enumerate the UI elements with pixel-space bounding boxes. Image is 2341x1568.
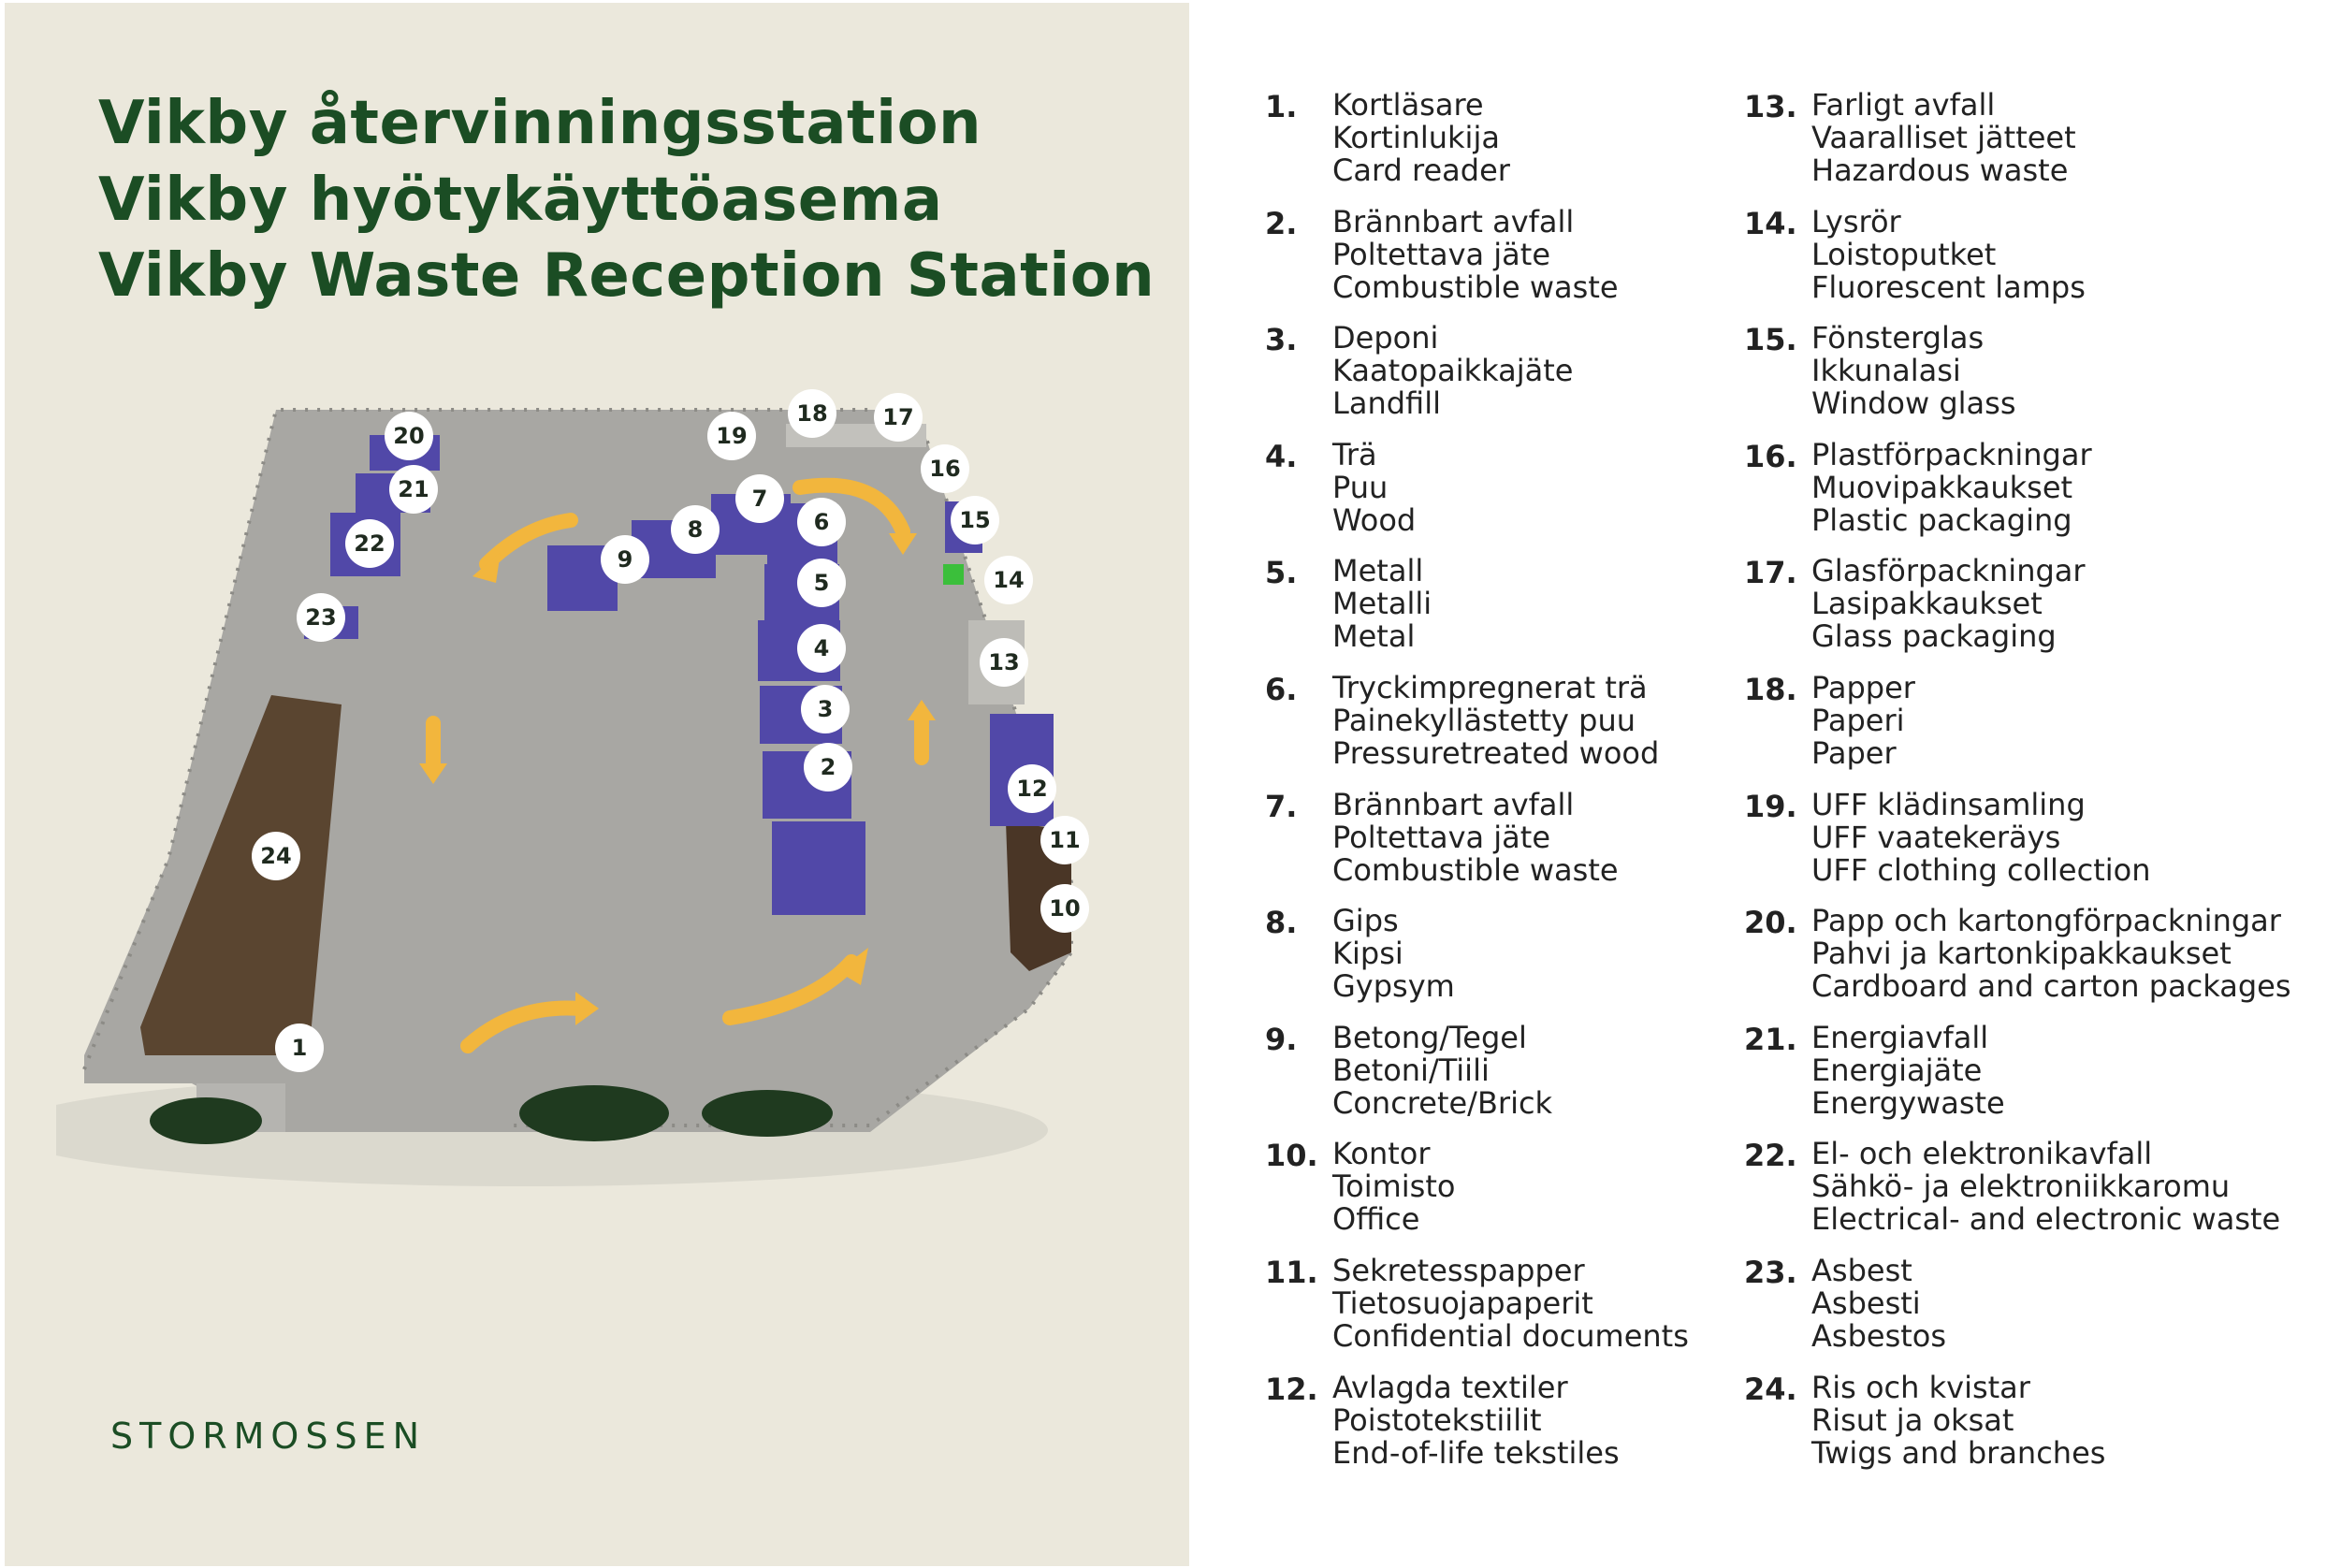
title-finnish: Vikby hyötykäyttöasema [98, 166, 943, 235]
legend-text [1332, 436, 1417, 538]
legend-english: Energywaste [1811, 1084, 2005, 1121]
legend-number: 14. [1744, 205, 1797, 241]
legend-finnish: Sähkö- ja elektroniikkaromu [1811, 1169, 2231, 1205]
map-marker-22 [345, 519, 394, 568]
legend-item [1265, 322, 1789, 439]
brand-logo: STORMOSSEN [110, 1416, 427, 1457]
legend-number: 1. [1265, 89, 1298, 124]
bush-left [150, 1097, 262, 1144]
legend-number: 2. [1265, 205, 1298, 241]
legend-number: 11. [1265, 1255, 1318, 1290]
map-marker-3 [801, 685, 850, 733]
legend-text [1811, 786, 2151, 888]
map-marker-7 [735, 474, 784, 523]
legend-finnish: Muovipakkaukset [1811, 469, 2073, 505]
legend-item [1744, 1369, 2268, 1488]
legend-english: Metal [1332, 618, 1416, 655]
legend-item [1265, 672, 1789, 789]
legend-text [1332, 1369, 1620, 1471]
legend-number: 4. [1265, 438, 1298, 474]
legend-finnish: Loistoputket [1811, 236, 1997, 272]
legend-swedish: Energiavfall [1811, 1019, 1989, 1055]
map-marker-15 [951, 496, 999, 544]
map-marker-label: 22 [354, 530, 385, 557]
legend-finnish: Risut ja oksat [1811, 1401, 2014, 1438]
legend-english: Landfill [1332, 385, 1441, 422]
legend-english: Gypsym [1332, 968, 1455, 1005]
legend-finnish: Kortinlukija [1332, 120, 1500, 155]
legend-english: Office [1332, 1201, 1420, 1238]
legend-finnish: Tietosuojapaperit [1332, 1285, 1593, 1321]
legend-item [1744, 436, 2268, 556]
legend-number: 19. [1744, 788, 1797, 824]
legend-item [1744, 1136, 2281, 1255]
map-marker-label: 7 [751, 486, 768, 512]
legend-finnish: Puu [1332, 469, 1389, 505]
legend-english: Paper [1811, 735, 1897, 771]
legend-number: 22. [1744, 1138, 1797, 1174]
map-marker-label: 4 [813, 635, 830, 661]
legend-text [1811, 672, 1915, 770]
legend-item [1744, 786, 2268, 906]
legend-item [1265, 786, 1789, 906]
legend-text [1332, 203, 1619, 305]
legend-text [1332, 786, 1619, 888]
map-marker-label: 15 [959, 507, 991, 533]
map-marker-4 [797, 624, 846, 673]
site-map [56, 372, 1113, 1252]
legend-item [1265, 905, 1789, 1022]
map-marker-label: 9 [617, 546, 633, 573]
map-marker-label: 1 [291, 1035, 308, 1061]
legend-number: 6. [1265, 672, 1298, 707]
legend-item [1744, 555, 2268, 672]
map-marker-label: 24 [260, 843, 292, 869]
map-marker-label: 8 [687, 516, 704, 543]
map-marker-8 [671, 505, 720, 554]
legend-english: End-of-life tekstiles [1332, 1434, 1620, 1471]
legend-english: Plastic packaging [1811, 501, 2072, 538]
legend-swedish: Papper [1811, 670, 1915, 705]
legend-swedish: Lysrör [1811, 203, 1901, 240]
map-marker-9 [601, 535, 649, 584]
legend-text [1811, 89, 2076, 187]
legend-text [1332, 322, 1573, 420]
legend-english: Electrical- and electronic waste [1811, 1201, 2281, 1238]
legend-english: Combustible waste [1332, 269, 1619, 305]
legend-number: 24. [1744, 1371, 1797, 1407]
legend-number: 12. [1265, 1371, 1318, 1407]
map-marker-17 [874, 393, 923, 442]
legend-item [1265, 203, 1789, 323]
legend-text [1811, 555, 2086, 653]
legend-number: 15. [1744, 322, 1797, 358]
legend-text [1332, 1019, 1553, 1121]
legend-finnish: Kipsi [1332, 936, 1403, 972]
legend-text [1332, 905, 1455, 1003]
legend-text [1811, 436, 2092, 538]
map-marker-label: 5 [813, 570, 830, 596]
legend-finnish: Asbesti [1811, 1285, 1921, 1321]
title-swedish: Vikby återvinningsstation [98, 89, 982, 158]
legend-swedish: Ris och kvistar [1811, 1369, 2030, 1405]
legend-text [1332, 555, 1432, 653]
legend-swedish: Asbest [1811, 1253, 1912, 1288]
legend-english: Cardboard and carton packages [1811, 968, 2291, 1005]
map-marker-2 [804, 743, 852, 791]
map-marker-label: 6 [813, 509, 830, 535]
map-marker-label: 14 [993, 567, 1025, 593]
legend-swedish: Papp och kartongförpackningar [1811, 903, 2281, 939]
bush-middle [519, 1085, 669, 1141]
legend-item [1265, 555, 1789, 672]
legend-finnish: Poistotekstiilit [1332, 1401, 1542, 1438]
legend-swedish: Fönsterglas [1811, 320, 1985, 356]
map-marker-21 [389, 465, 438, 514]
legend-finnish: Pahvi ja kartonkipakkaukset [1811, 936, 2232, 972]
legend-item [1265, 1019, 1789, 1139]
legend-number: 20. [1744, 905, 1797, 941]
map-marker-label: 23 [305, 604, 337, 631]
legend-english: Asbestos [1811, 1318, 1947, 1354]
legend-number: 13. [1744, 89, 1797, 124]
legend-text [1332, 672, 1659, 770]
legend-text [1811, 905, 2291, 1003]
map-marker-label: 2 [820, 754, 836, 780]
legend-finnish: Poltettava jäte [1332, 236, 1551, 272]
legend-english: Card reader [1332, 152, 1510, 188]
legend-text [1811, 1138, 2280, 1236]
map-marker-11 [1040, 816, 1089, 864]
map-marker-label: 13 [988, 649, 1020, 675]
map-marker-label: 10 [1049, 895, 1081, 922]
legend-item [1265, 1369, 1789, 1488]
legend-number: 5. [1265, 555, 1298, 591]
legend-item [1265, 89, 1789, 206]
legend-finnish: Ikkunalasi [1811, 353, 1961, 389]
legend-item [1744, 1255, 2268, 1372]
map-marker-label: 17 [882, 404, 914, 430]
map-marker-label: 20 [393, 423, 425, 449]
legend-swedish: Avlagda textiler [1332, 1369, 1568, 1405]
legend-number: 16. [1744, 438, 1797, 474]
map-marker-label: 19 [716, 423, 748, 449]
legend-text [1332, 1255, 1689, 1353]
legend-number: 7. [1265, 788, 1298, 824]
legend-item [1265, 1255, 1789, 1372]
legend-finnish: Betoni/Tiili [1332, 1052, 1490, 1088]
legend-english: Pressuretreated wood [1332, 735, 1660, 771]
legend-swedish: El- och elektronikavfall [1811, 1136, 2153, 1172]
legend-english: Combustible waste [1332, 851, 1619, 888]
legend-finnish: Lasipakkaukset [1811, 586, 2043, 622]
legend-number: 21. [1744, 1021, 1797, 1057]
legend-swedish: Glasförpackningar [1811, 553, 2086, 589]
legend-item [1744, 322, 2268, 439]
bush-right [702, 1090, 833, 1137]
legend-finnish: Kaatopaikkajäte [1332, 353, 1574, 389]
legend-item [1744, 203, 2268, 323]
container-14 [943, 564, 964, 585]
legend-text [1332, 1138, 1455, 1236]
legend-english: UFF clothing collection [1811, 851, 2151, 888]
legend-number: 23. [1744, 1255, 1797, 1290]
legend-finnish: Vaaralliset jätteet [1811, 120, 2076, 155]
map-marker-label: 18 [796, 400, 828, 427]
legend-finnish: UFF vaatekeräys [1811, 819, 2061, 855]
legend-number: 9. [1265, 1021, 1298, 1057]
legend-swedish: Betong/Tegel [1332, 1019, 1527, 1055]
legend-text [1811, 1255, 1946, 1353]
legend-number: 3. [1265, 322, 1298, 358]
map-marker-6 [797, 498, 846, 546]
legend-swedish: Kontor [1332, 1136, 1431, 1172]
legend-number: 17. [1744, 555, 1797, 591]
map-marker-14 [984, 556, 1033, 604]
map-marker-5 [797, 559, 846, 607]
legend-swedish: Plastförpackningar [1811, 436, 2092, 472]
legend-swedish: Metall [1332, 553, 1424, 589]
legend-swedish: Tryckimpregnerat trä [1332, 670, 1648, 705]
map-marker-label: 12 [1016, 776, 1048, 802]
legend-number: 8. [1265, 905, 1298, 941]
legend-english: Glass packaging [1811, 618, 2057, 655]
legend-english: Twigs and branches [1811, 1434, 2106, 1471]
legend-text [1811, 322, 2016, 420]
legend-english: Confidential documents [1332, 1318, 1689, 1354]
legend-swedish: Kortläsare [1332, 87, 1484, 123]
map-marker-1 [275, 1024, 324, 1072]
legend-item [1265, 436, 1789, 556]
legend-swedish: Farligt avfall [1811, 87, 1996, 123]
legend-finnish: Painekyllästetty puu [1332, 703, 1636, 738]
legend-finnish: Toimisto [1332, 1169, 1456, 1205]
title-english: Vikby Waste Reception Station [98, 241, 1156, 311]
legend-english: Fluorescent lamps [1811, 269, 2086, 305]
legend-item [1265, 1138, 1789, 1255]
legend-finnish: Poltettava jäte [1332, 819, 1551, 855]
legend-finnish: Metalli [1332, 586, 1432, 622]
legend-number: 10. [1265, 1138, 1318, 1174]
map-marker-10 [1040, 884, 1089, 933]
map-marker-label: 16 [929, 456, 961, 482]
legend-number: 18. [1744, 672, 1797, 707]
map-marker-13 [980, 638, 1028, 687]
legend-swedish: Deponi [1332, 320, 1439, 356]
legend-item [1744, 903, 2291, 1022]
legend-item [1744, 672, 2268, 789]
legend-english: Wood [1332, 501, 1417, 538]
map-marker-20 [385, 412, 433, 460]
map-marker-23 [297, 593, 345, 642]
map-marker-label: 21 [398, 476, 429, 502]
map-marker-18 [788, 389, 836, 438]
map-marker-label: 11 [1049, 827, 1081, 853]
map-marker-19 [707, 412, 756, 460]
legend-english: Hazardous waste [1811, 152, 2069, 188]
map-marker-12 [1008, 764, 1056, 813]
map-marker-16 [921, 444, 969, 493]
map-marker-label: 3 [817, 696, 834, 722]
map-panel [5, 3, 1189, 1566]
legend-text [1811, 1369, 2106, 1471]
legend-swedish: Brännbart avfall [1332, 203, 1575, 240]
legend-item [1744, 1019, 2268, 1139]
legend-finnish: Energiajäte [1811, 1052, 1983, 1088]
legend-swedish: UFF klädinsamling [1811, 786, 2086, 822]
legend-text [1811, 203, 2086, 305]
container-large [772, 821, 865, 915]
legend-swedish: Trä [1332, 436, 1377, 472]
legend-swedish: Brännbart avfall [1332, 786, 1575, 822]
legend-swedish: Gips [1332, 903, 1399, 939]
legend-swedish: Sekretesspapper [1332, 1253, 1585, 1288]
map-marker-24 [252, 832, 300, 880]
legend-english: Window glass [1811, 385, 2016, 422]
legend-finnish: Paperi [1811, 703, 1905, 738]
legend-english: Concrete/Brick [1332, 1084, 1553, 1121]
legend-text [1811, 1019, 2005, 1121]
legend-text [1332, 89, 1510, 187]
legend-item [1744, 89, 2268, 206]
